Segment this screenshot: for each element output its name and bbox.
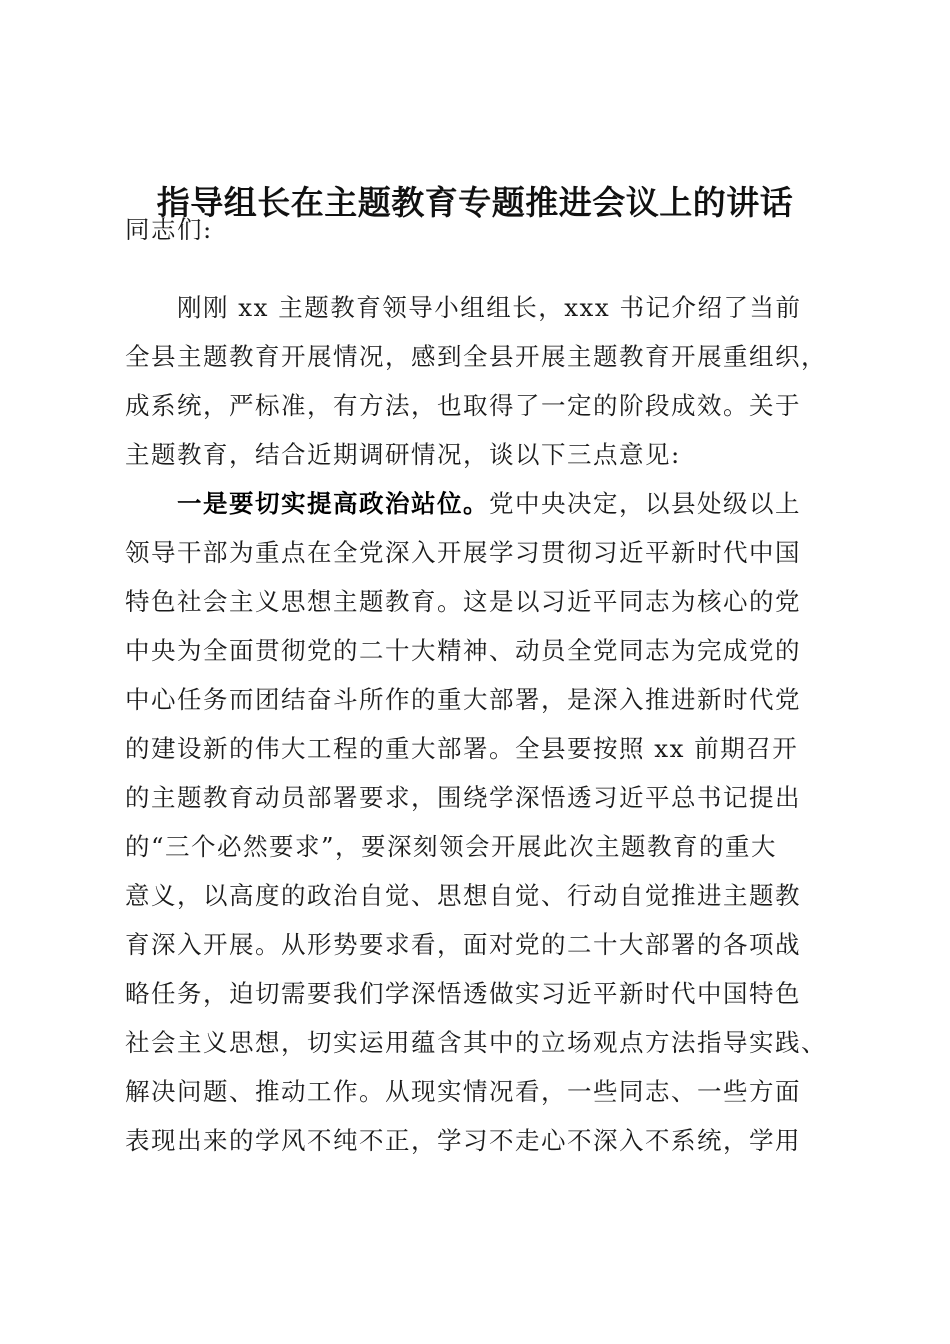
intro-line-3: 成系统，严标准，有方法，也取得了一定的阶段成效。关于: [125, 391, 801, 420]
point-one-line: 略任务，迫切需要我们学深悟透做实习近平新时代中国特色: [125, 979, 801, 1008]
point-one-line: 表现出来的学风不纯不正，学习不走心不深入不系统，学用: [125, 1126, 801, 1155]
point-one-line: 解决问题、推动工作。从现实情况看，一些同志、一些方面: [125, 1077, 801, 1106]
point-one-line: 的建设新的伟大工程的重大部署。全县要按照 xx 前期召开: [125, 734, 799, 763]
point-one-line: 中央为全面贯彻党的二十大精神、动员全党同志为完成党的: [125, 636, 801, 665]
point-one-line: 的“三个必然要求”，要深刻领会开展此次主题教育的重大: [125, 832, 778, 861]
intro-line-4: 主题教育，结合近期调研情况，谈以下三点意见:: [125, 440, 681, 469]
document-title: 指导组长在主题教育专题推进会议上的讲话: [156, 183, 794, 222]
point-one-line: 特色社会主义思想主题教育。这是以习近平同志为核心的党: [125, 587, 801, 616]
point-one-first-line: [177, 487, 801, 521]
point-one-line: 的主题教育动员部署要求，围绕学深悟透习近平总书记提出: [125, 783, 801, 812]
point-one-line: 中心任务而团结奋斗所作的重大部署，是深入推进新时代党: [125, 685, 801, 714]
point-one-heading: 一是要切实提高政治站位。: [177, 489, 489, 518]
point-one-line: 意义，以高度的政治自觉、思想自觉、行动自觉推进主题教: [125, 881, 801, 910]
intro-line-1: 刚刚 xx 主题教育领导小组组长，xxx 书记介绍了当前: [177, 293, 802, 322]
point-one-line: 领导干部为重点在全党深入开展学习贯彻习近平新时代中国: [125, 538, 801, 567]
salutation: 同志们:: [125, 215, 213, 244]
document-body: [125, 0, 845, 1344]
point-one-line: 育深入开展。从形势要求看，面对党的二十大部署的各项战: [125, 930, 801, 959]
point-one-line: 社会主义思想，切实运用蕴含其中的立场观点方法指导实践、: [125, 1028, 827, 1057]
intro-line-2: 全县主题教育开展情况，感到全县开展主题教育开展重组织，: [125, 342, 827, 371]
point-one-first-line-rest: 党中央决定，以县处级以上: [489, 489, 801, 518]
